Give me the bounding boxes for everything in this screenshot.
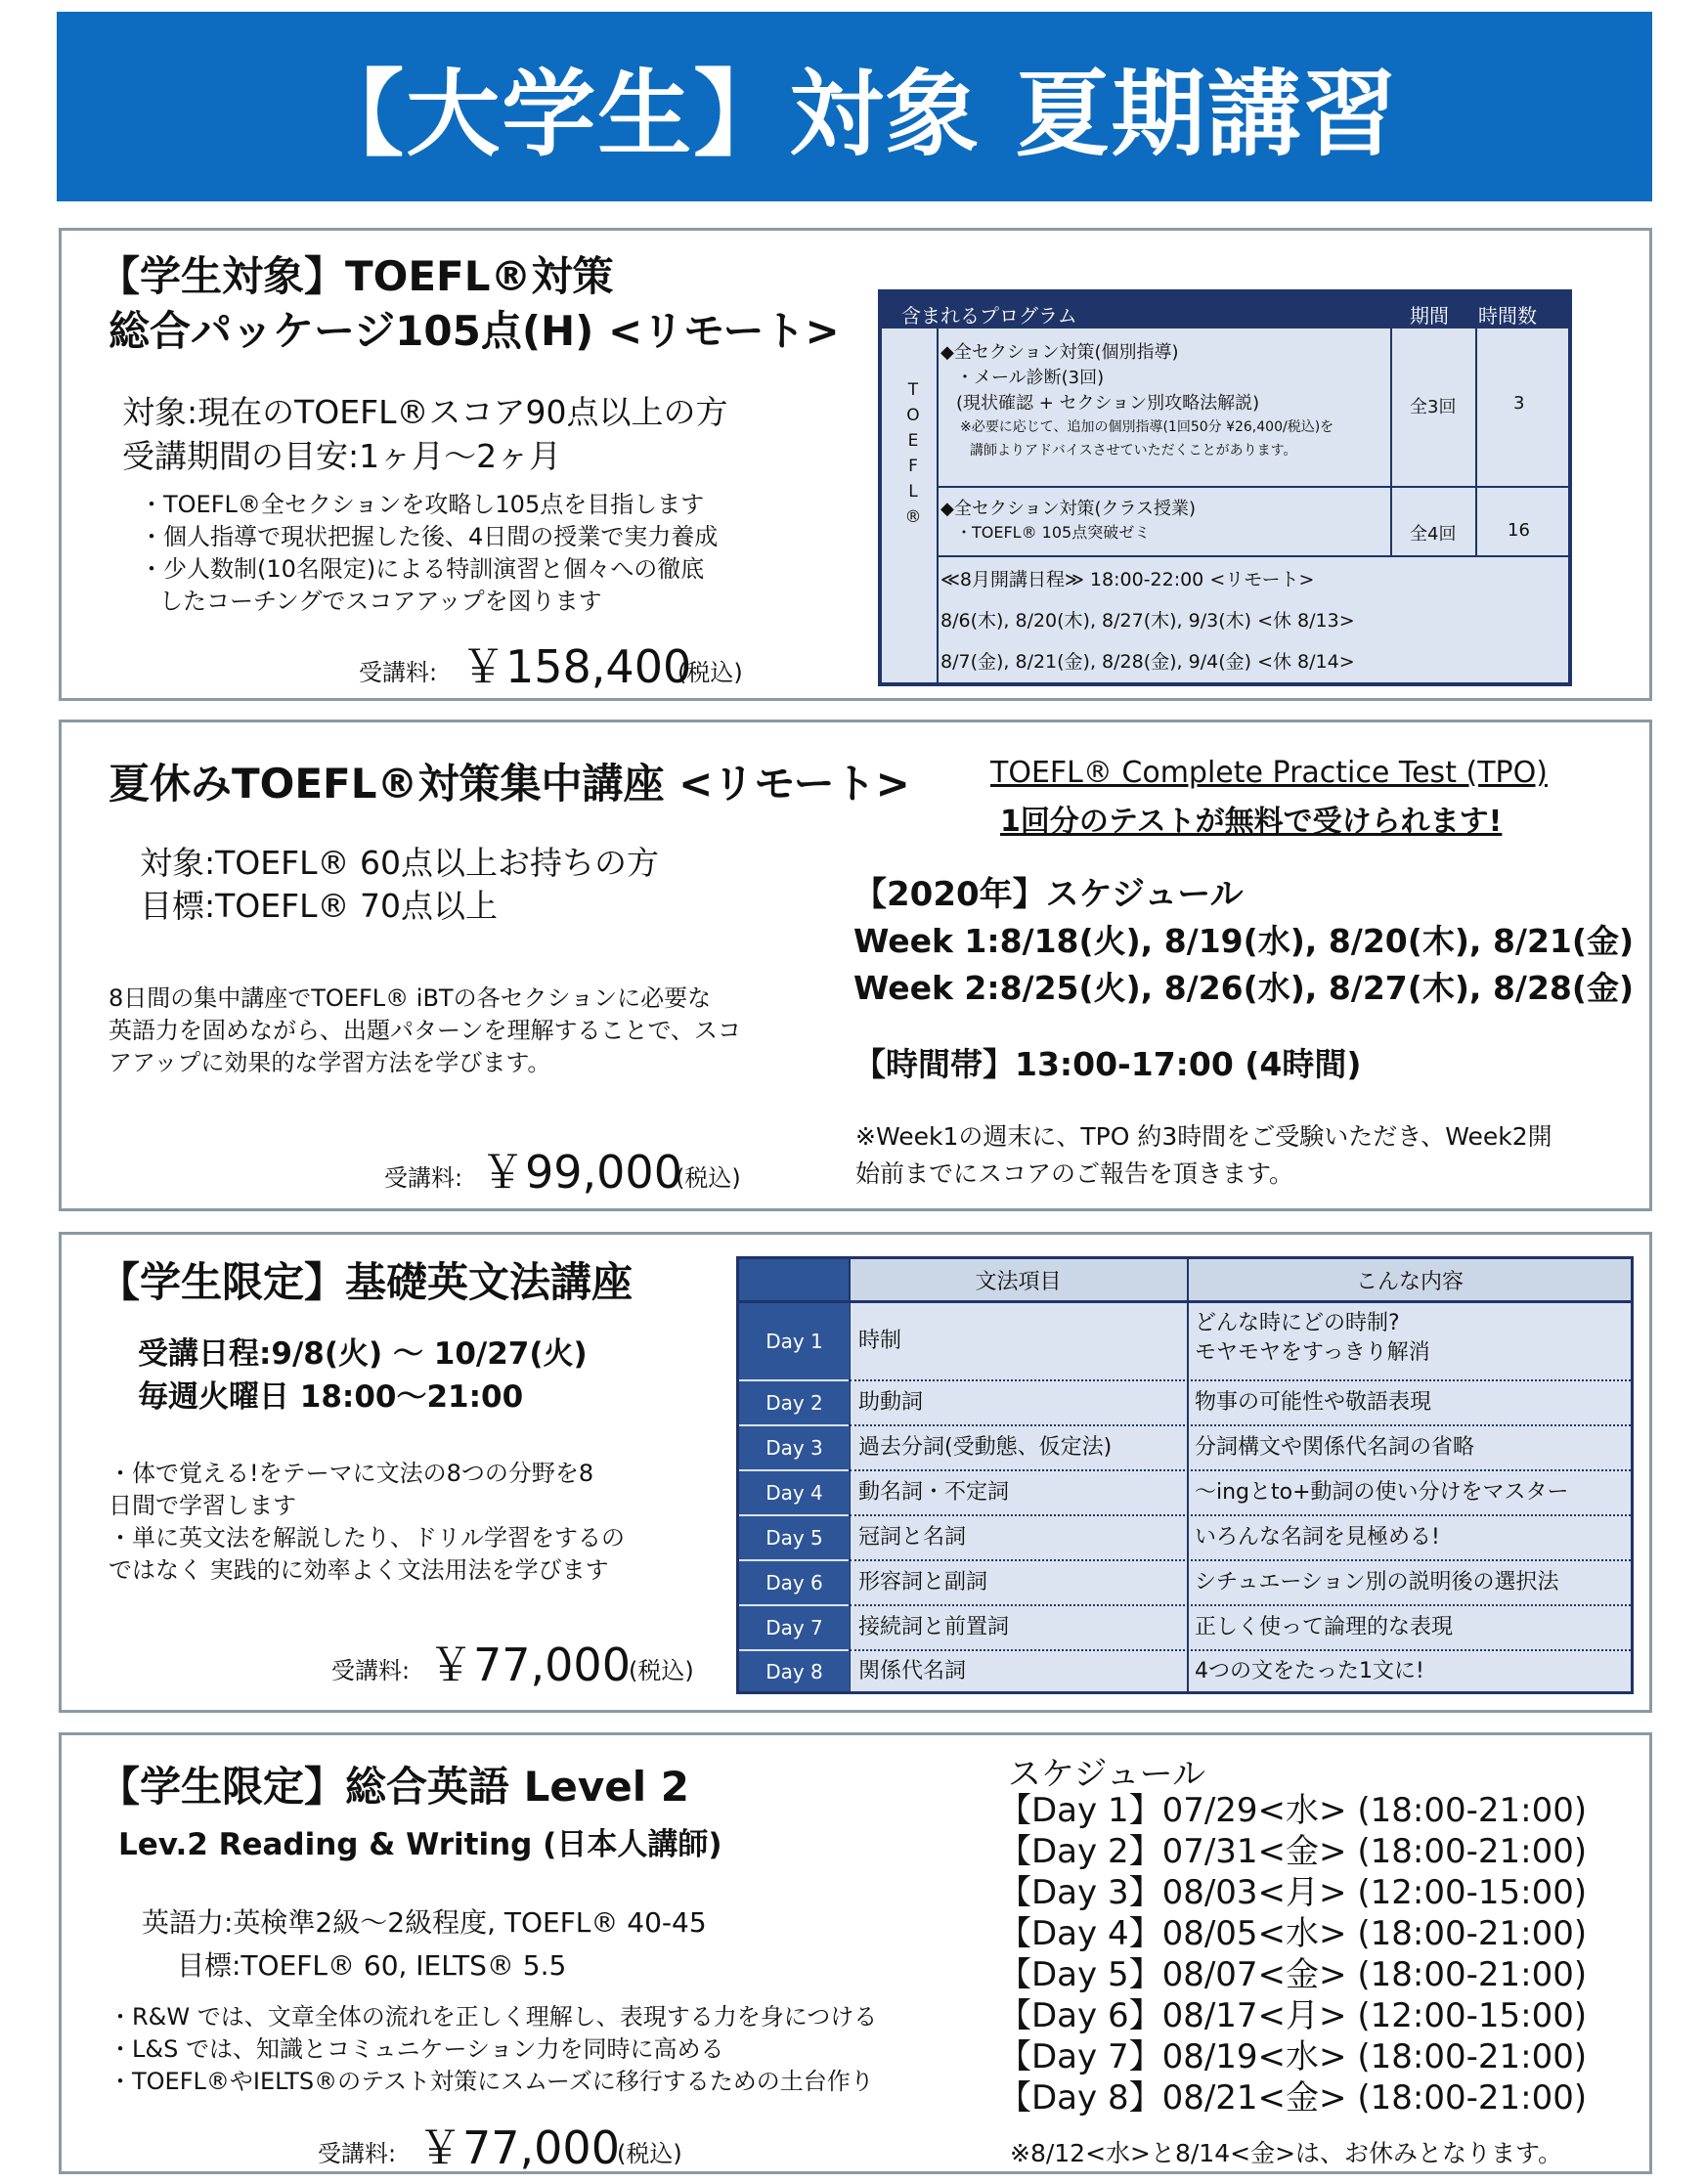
course-dates: 受講日程:9/8(火) ～ 10/27(火) (138, 1336, 588, 1372)
course-general-english-level2 (59, 1732, 1652, 2174)
grammar-content: いろんな名詞を見極める! (1195, 1525, 1440, 1550)
grammar-content: ～ingとto+動詞の使い分けをマスター (1195, 1480, 1569, 1505)
row2-hours: 16 (1508, 520, 1530, 541)
course-basic-grammar (59, 1232, 1652, 1713)
grammar-item: 動名詞・不定詞 (858, 1480, 1010, 1505)
course-title-line2: 総合パッケージ105点(H) <リモート> (109, 307, 840, 355)
row1-period: 全3回 (1410, 397, 1457, 417)
header-hours: 時間数 (1478, 304, 1537, 328)
course-desc: 8日間の集中講座でTOEFL® iBTの各セクションに必要な (109, 984, 712, 1012)
course-desc: ・R&W では、文章全体の流れを正しく理解し、表現する力を身につける (109, 2003, 878, 2031)
day-label: Day 2 (739, 1381, 850, 1424)
header-content: こんな内容 (1189, 1259, 1631, 1300)
page-title: 【大学生】対象 夏期講習 (310, 59, 1399, 169)
course-bullet: ・少人数制(10名限定)による特訓演習と個々への徹底 (140, 555, 705, 583)
header-program: 含まれるプログラム (901, 304, 1077, 328)
grammar-content: 分詞構文や関係代名詞の省略 (1195, 1435, 1475, 1460)
course-desc: 日間で学習します (109, 1492, 296, 1519)
schedule-day: 【Day 1】07/29<水> (18:00-21:00) (998, 1791, 1588, 1830)
page-banner (57, 12, 1652, 201)
grammar-item: 形容詞と副詞 (858, 1570, 988, 1594)
day-label: Day 1 (739, 1303, 850, 1379)
course-title: 【学生限定】総合英語 Level 2 (99, 1763, 689, 1811)
note-line1: ※Week1の週末に、TPO 約3時間をご受験いただき、Week2開 (855, 1122, 1552, 1151)
row1-line: ・メール診断(3回) (956, 368, 1105, 388)
schedule-title: 【2020年】スケジュール (853, 875, 1244, 914)
schedule-title: ≪8月開講日程≫ 18:00-22:00 <リモート> (940, 569, 1315, 590)
program-table (878, 289, 1572, 686)
grammar-content: 物事の可能性や敬語表現 (1195, 1390, 1432, 1415)
fee-tax: (税込) (678, 659, 743, 686)
course-weekly: 毎週火曜日 18:00～21:00 (138, 1379, 524, 1415)
schedule-week2: Week 2:8/25(火), 8/26(水), 8/27(木), 8/28(金) (853, 969, 1635, 1007)
course-desc: ではなく 実践的に効率よく文法用法を学びます (109, 1556, 609, 1584)
course-desc: アアップに効果的な学習方法を学びます。 (109, 1049, 551, 1076)
course-desc: ・L&S では、知識とコミュニケーション力を同時に高める (109, 2035, 724, 2063)
grammar-item: 過去分詞(受動態、仮定法) (858, 1435, 1113, 1460)
toefl-side-label: T O E F L ® (904, 380, 922, 527)
row1-line: ◆全セクション対策(個別指導) (940, 342, 1179, 363)
grammar-item: 冠詞と名詞 (858, 1525, 967, 1550)
course-desc: ・単に英文法を解説したり、ドリル学習をするの (109, 1524, 625, 1551)
day-label: Day 6 (739, 1561, 850, 1604)
schedule-thu: 8/6(木), 8/20(木), 8/27(木), 9/3(木) <休 8/13> (940, 610, 1355, 632)
course-target: 対象:現在のTOEFL®スコア90点以上の方 (122, 393, 728, 431)
schedule-day: 【Day 7】08/19<水> (18:00-21:00) (998, 2037, 1588, 2076)
course-bullet: ・TOEFL®全セクションを攻略し105点を目指します (140, 491, 705, 518)
fee-label: 受講料: (318, 2140, 397, 2167)
course-desc: ・体で覚える!をテーマに文法の8つの分野を8 (109, 1460, 594, 1487)
day-label: Day 4 (739, 1471, 850, 1514)
header-period: 期間 (1410, 304, 1449, 328)
program-table-header (882, 293, 1568, 328)
fee-value: ￥158,400 (460, 640, 692, 693)
fee-tax: (税込) (676, 1164, 741, 1192)
day-label: Day 5 (739, 1516, 850, 1559)
course-target: 対象:TOEFL® 60点以上お持ちの方 (140, 844, 659, 882)
course-desc: ・TOEFL®やIELTS®のテスト対策にスムーズに移行するための土台作り (109, 2068, 874, 2095)
fee-tax: (税込) (617, 2140, 682, 2167)
fee-tax: (税込) (629, 1657, 694, 1684)
day-label: Day 3 (739, 1426, 850, 1469)
fee-value: ￥77,000 (417, 2121, 620, 2174)
course-title: 【学生限定】基礎英文法講座 (99, 1258, 634, 1306)
grammar-item: 助動詞 (858, 1390, 924, 1415)
row2-line: ◆全セクション対策(クラス授業) (940, 499, 1196, 519)
course-title-line1: 【学生対象】TOEFL®対策 (99, 252, 614, 300)
course-level: 英語力:英検準2級～2級程度, TOEFL® 40-45 (142, 1906, 707, 1939)
time-slot: 【時間帯】13:00-17:00 (4時間) (853, 1045, 1362, 1083)
row2-period: 全4回 (1410, 524, 1457, 545)
note-line2: 始前までにスコアのご報告を頂きます。 (855, 1159, 1294, 1188)
row2-line: ・TOEFL® 105点突破ゼミ (956, 523, 1151, 542)
tpo-offer-line2: 1回分のテストが無料で受けられます! (1000, 805, 1503, 839)
fee-label: 受講料: (331, 1657, 411, 1684)
grammar-item: 時制 (858, 1329, 902, 1353)
schedule-title: スケジュール (1008, 1755, 1205, 1794)
row1-note: 講師よりアドバイスさせていただくことがあります。 (970, 443, 1297, 459)
row1-hours: 3 (1513, 393, 1525, 414)
grammar-item: 接続詞と前置詞 (858, 1615, 1010, 1639)
grammar-item: 関係代名詞 (858, 1659, 967, 1683)
course-toefl-105-package (59, 228, 1652, 701)
schedule-day: 【Day 8】08/21<金> (18:00-21:00) (998, 2078, 1588, 2118)
course-title: 夏休みTOEFL®対策集中講座 <リモート> (109, 760, 910, 808)
grammar-content: モヤモヤをすっきり解消 (1195, 1340, 1430, 1365)
course-bullet: ・個人指導で現状把握した後、4日間の授業で実力養成 (140, 523, 719, 550)
fee-value: ￥99,000 (480, 1146, 682, 1199)
schedule-day: 【Day 3】08/03<月> (12:00-15:00) (998, 1873, 1588, 1912)
grammar-content: 4つの文をたった1文に! (1195, 1659, 1424, 1683)
grammar-table (736, 1256, 1634, 1694)
fee-value: ￥77,000 (428, 1638, 631, 1691)
row1-line: (現状確認 + セクション別攻略法解説) (956, 393, 1260, 414)
day-label: Day 8 (739, 1651, 850, 1691)
schedule-day: 【Day 5】08/07<金> (18:00-21:00) (998, 1955, 1588, 1994)
holiday-note: ※8/12<水>と8/14<金>は、お休みとなります。 (1010, 2139, 1563, 2167)
fee-label: 受講料: (384, 1164, 463, 1192)
course-toefl-intensive (59, 720, 1652, 1211)
course-goal: 目標:TOEFL® 70点以上 (140, 887, 498, 925)
row1-note: ※必要に応じて、追加の個別指導(1回50分 ¥26,400/税込)を (960, 419, 1334, 435)
header-grammar-item: 文法項目 (850, 1259, 1187, 1300)
schedule-week1: Week 1:8/18(火), 8/19(水), 8/20(木), 8/21(金) (853, 922, 1635, 960)
grammar-content: 正しく使って論理的な表現 (1195, 1615, 1454, 1639)
course-goal: 目標:TOEFL® 60, IELTS® 5.5 (177, 1949, 567, 1982)
course-subtitle: Lev.2 Reading & Writing (日本人講師) (118, 1827, 722, 1862)
schedule-day: 【Day 2】07/31<金> (18:00-21:00) (998, 1832, 1588, 1871)
course-bullet: したコーチングでスコアアップを図ります (159, 588, 602, 615)
fee-label: 受講料: (359, 659, 438, 686)
tpo-offer-line1: TOEFL® Complete Practice Test (TPO) (990, 756, 1548, 790)
grammar-content: どんな時にどの時制? (1195, 1311, 1400, 1335)
day-label: Day 7 (739, 1606, 850, 1649)
course-desc: 英語力を固めながら、出題パターンを理解することで、スコ (109, 1017, 742, 1044)
grammar-content: シチュエーション別の説明後の選択法 (1195, 1570, 1559, 1594)
schedule-day: 【Day 6】08/17<月> (12:00-15:00) (998, 1996, 1588, 2035)
course-period: 受講期間の目安:1ヶ月～2ヶ月 (122, 437, 562, 475)
schedule-fri: 8/7(金), 8/21(金), 8/28(金), 9/4(金) <休 8/14> (940, 651, 1355, 673)
schedule-day: 【Day 4】08/05<水> (18:00-21:00) (998, 1914, 1588, 1953)
